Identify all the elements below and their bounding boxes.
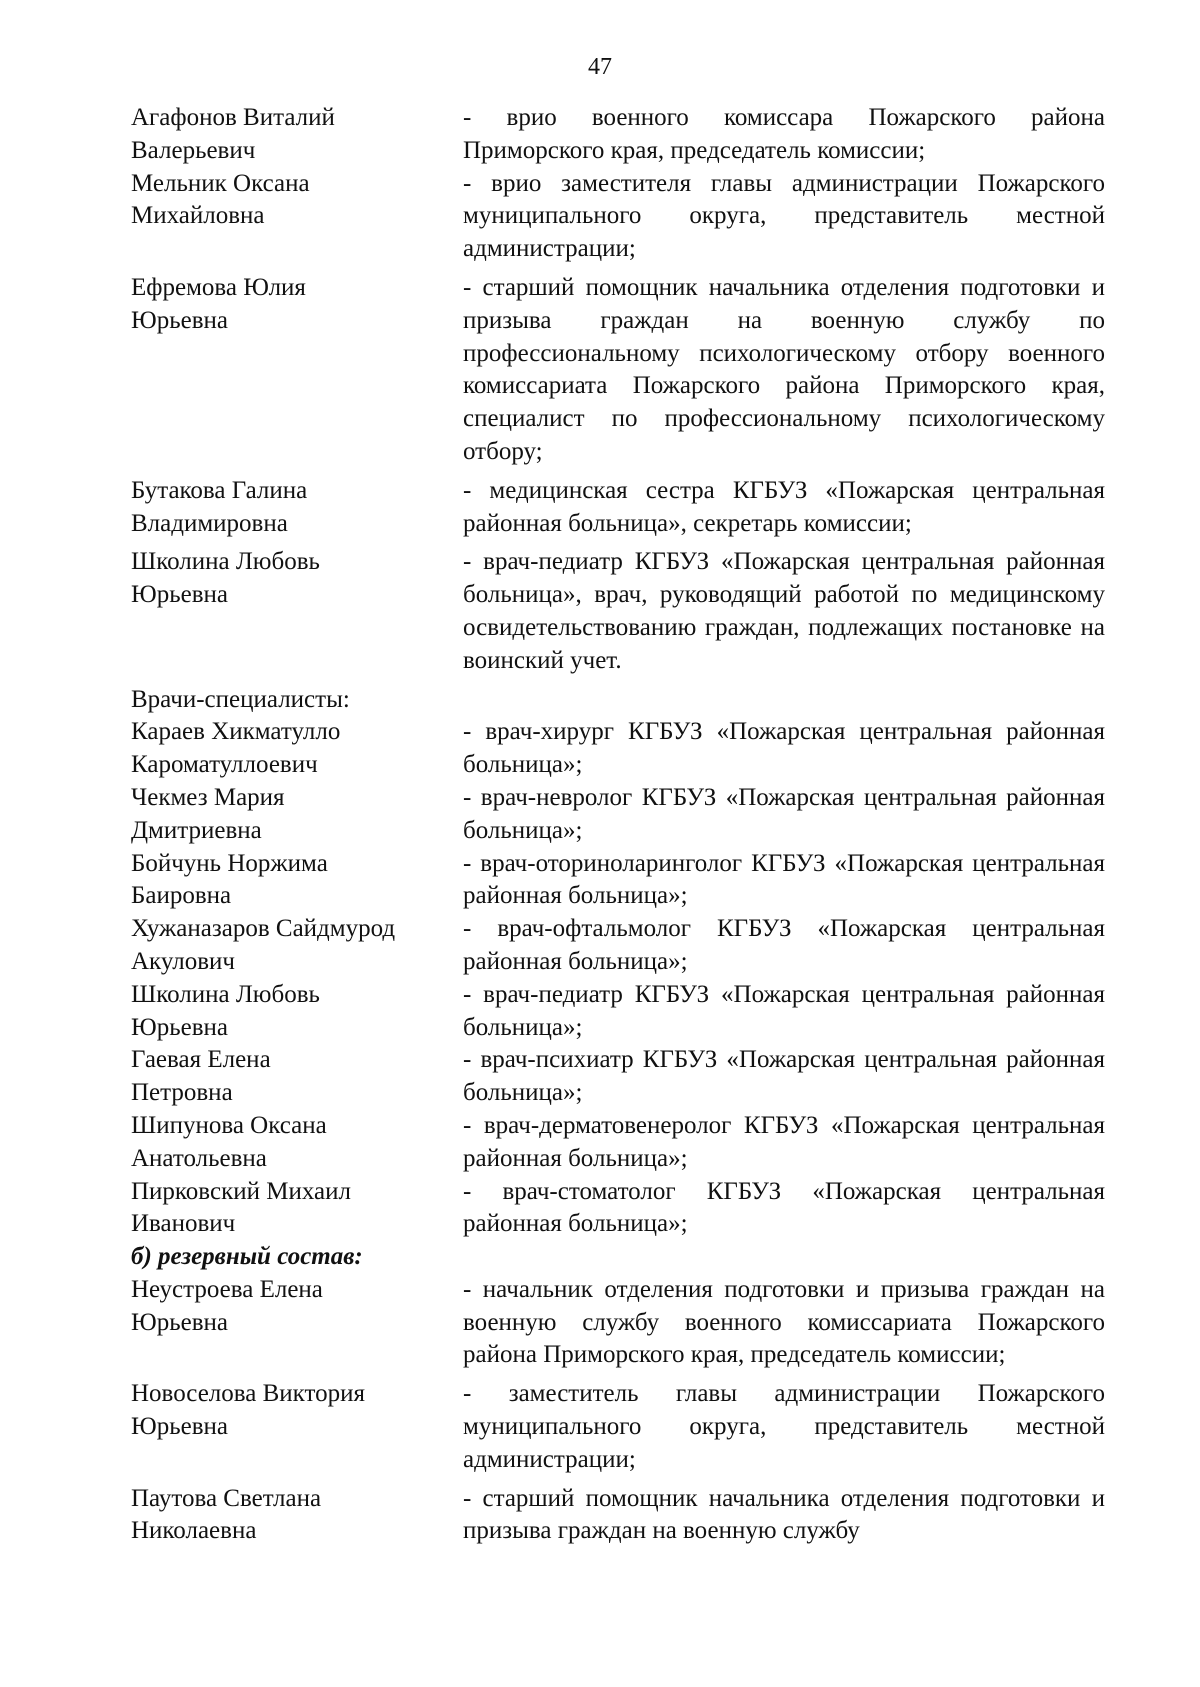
member-row <box>131 102 1105 168</box>
specialist-name: Чекмез Мария Дмитриевна <box>131 783 285 844</box>
member-position: - врио заместителя главы администрации Пожарского муниципального округа, представитель местной администрации; <box>463 169 1105 263</box>
member-name: Бутакова Галина Владимировна <box>131 476 308 537</box>
specialist-position: - врач-психиатр КГБУЗ «Пожарская центральная районная больница»; <box>463 1046 1105 1107</box>
specialist-name: Гаевая Елена Петровна <box>131 1046 271 1107</box>
member-row <box>131 168 1105 266</box>
specialist-row <box>131 913 1105 979</box>
specialists-heading: Врачи-специалисты: <box>131 685 350 713</box>
specialist-row <box>131 782 1105 848</box>
commission-list <box>131 102 1105 1548</box>
member-position: - старший помощник начальника отделения подготовки и призыва граждан на военную службу по профессиональному психологическому отбору военного комиссариата Пожарского района Приморского края, специалист по профессиональному психологическому отбору; <box>463 273 1105 465</box>
page-number: 47 <box>588 54 612 80</box>
specialist-name: Школина Любовь Юрьевна <box>131 980 320 1041</box>
specialist-name: Хужаназаров Сайдмурод Акулович <box>131 915 396 975</box>
reserve-heading: б) резервный состав: <box>131 1243 363 1271</box>
member-row <box>131 546 1105 677</box>
member-position: - медицинская сестра КГБУЗ «Пожарская центральная районная больница», секретарь комиссии; <box>463 476 1105 537</box>
reserve-member-position: - начальник отделения подготовки и призыва граждан на военную службу военного комиссариата Пожарского района Приморского края, председатель комиссии; <box>463 1275 1105 1369</box>
specialist-name: Караев Хикматулло Кароматуллоевич <box>131 718 341 779</box>
reserve-member-name: Неустроева Елена Юрьевна <box>131 1275 323 1336</box>
member-name: Мельник Оксана Михайловна <box>131 169 310 230</box>
specialist-position: - врач-невролог КГБУЗ «Пожарская центральная районная больница»; <box>463 783 1105 844</box>
reserve-member-row <box>131 1378 1105 1476</box>
member-position: - врио военного комиссара Пожарского района Приморского края, председатель комиссии; <box>463 104 1105 164</box>
specialist-position: - врач-стоматолог КГБУЗ «Пожарская центральная районная больница»; <box>463 1177 1105 1238</box>
member-row <box>131 272 1105 469</box>
reserve-member-name: Паутова Светлана Николаевна <box>131 1484 322 1545</box>
member-name: Агафонов Виталий Валерьевич <box>131 104 335 164</box>
specialist-position: - врач-оториноларинголог КГБУЗ «Пожарская центральная районная больница»; <box>463 849 1105 910</box>
reserve-member-position: - старший помощник начальника отделения подготовки и призыва граждан на военную службу <box>463 1484 1105 1545</box>
specialist-row <box>131 1110 1105 1176</box>
specialist-row <box>131 716 1105 782</box>
member-name: Ефремова Юлия Юрьевна <box>131 273 306 334</box>
reserve-member-row <box>131 1274 1105 1372</box>
reserve-member-row <box>131 1483 1105 1549</box>
specialist-position: - врач-офтальмолог КГБУЗ «Пожарская центральная районная больница»; <box>463 915 1105 975</box>
member-name: Школина Любовь Юрьевна <box>131 548 320 609</box>
specialist-position: - врач-дерматовенеролог КГБУЗ «Пожарская центральная районная больница»; <box>463 1111 1105 1172</box>
reserve-member-name: Новоселова Виктория Юрьевна <box>131 1380 365 1441</box>
specialist-name: Шипунова Оксана Анатольевна <box>131 1111 327 1172</box>
specialist-position: - врач-хирург КГБУЗ «Пожарская центральная районная больница»; <box>463 718 1105 779</box>
member-position: - врач-педиатр КГБУЗ «Пожарская центральная районная больница», врач, руководящий работой по медицинскому освидетельствованию граждан, подлежащих постановке на воинский учет. <box>463 548 1105 674</box>
specialist-name: Пирковский Михаил Иванович <box>131 1177 351 1238</box>
specialist-name: Бойчунь Норжима Баировна <box>131 849 328 910</box>
reserve-member-position: - заместитель главы администрации Пожарского муниципального округа, представитель местной администрации; <box>463 1380 1105 1473</box>
specialist-row <box>131 1176 1105 1242</box>
specialist-row <box>131 1044 1105 1110</box>
specialist-position: - врач-педиатр КГБУЗ «Пожарская центральная районная больница»; <box>463 980 1105 1041</box>
specialist-row <box>131 848 1105 914</box>
specialist-row <box>131 979 1105 1045</box>
member-row <box>131 475 1105 541</box>
